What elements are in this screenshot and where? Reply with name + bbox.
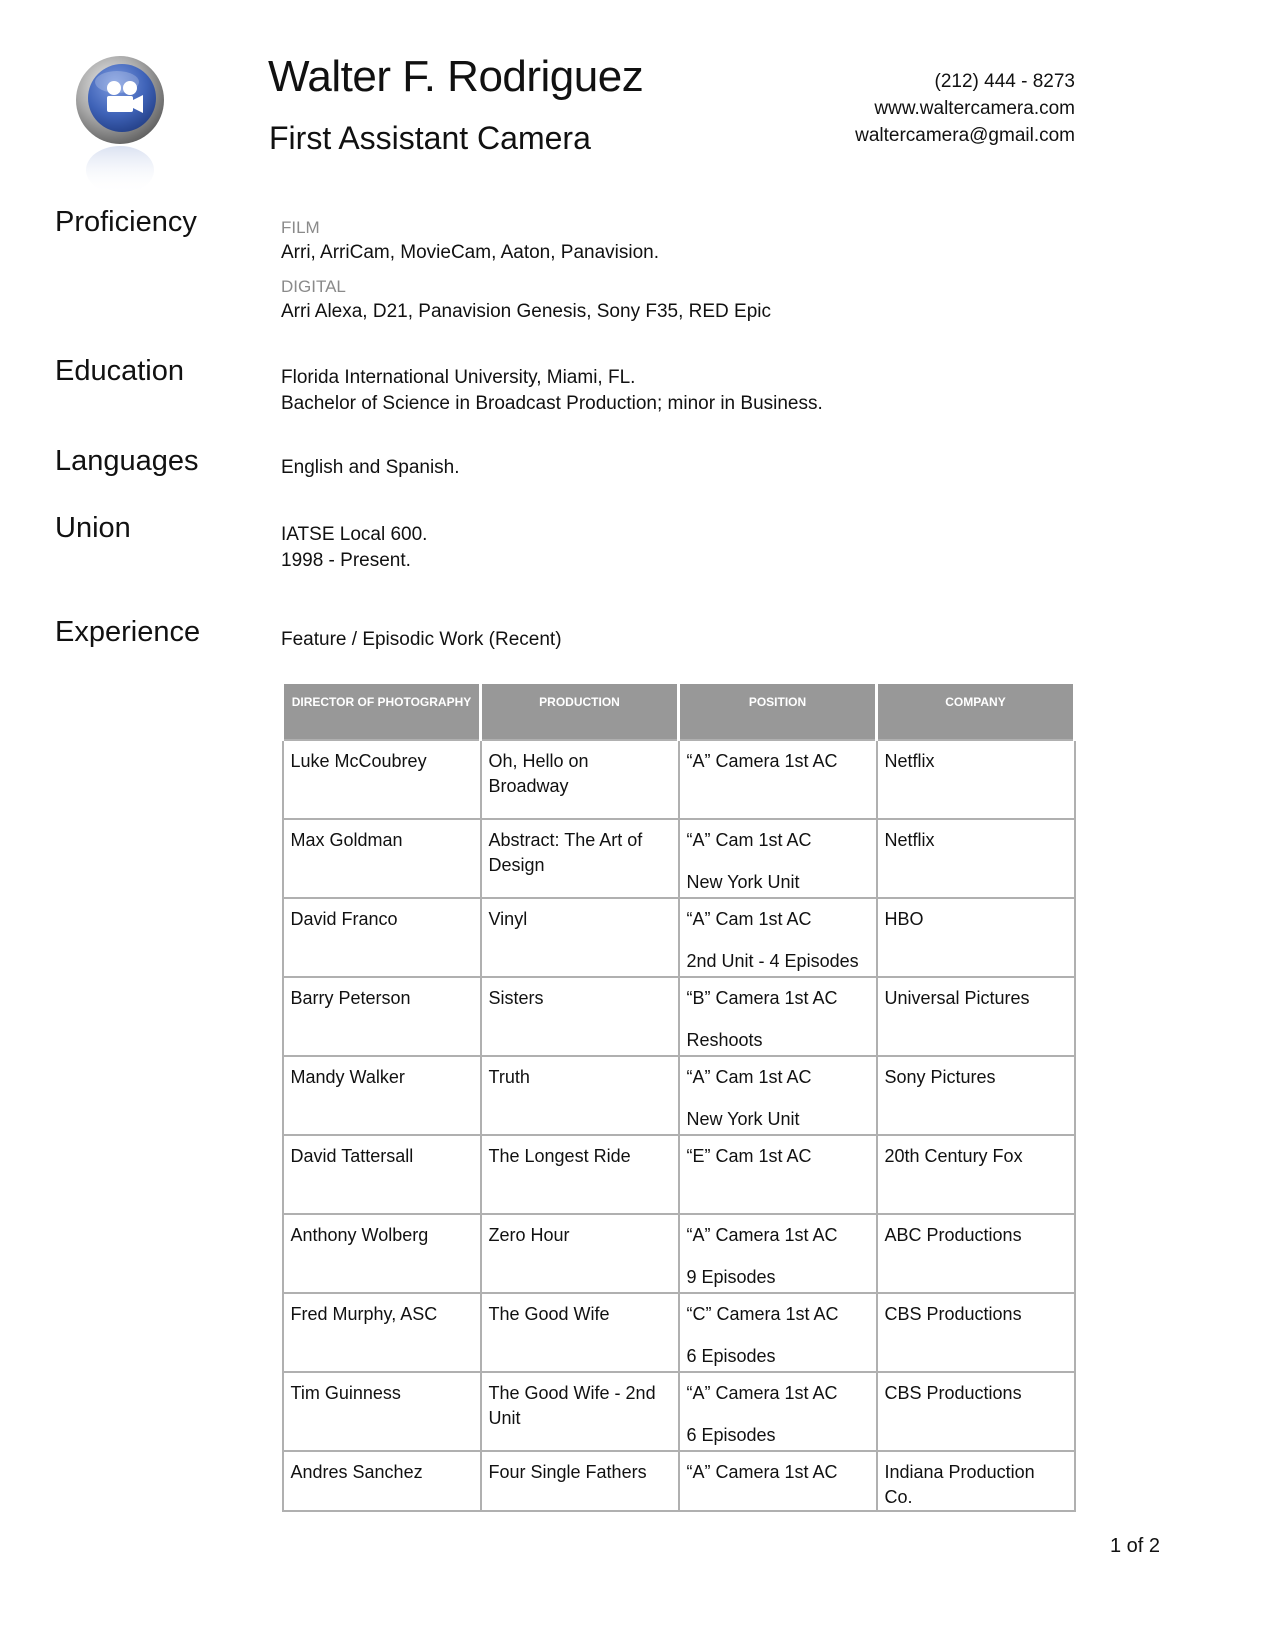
education-school: Florida International University, Miami, FL. bbox=[281, 367, 636, 388]
table-row bbox=[283, 977, 1075, 1056]
union-years: 1998 - Present. bbox=[281, 550, 411, 571]
position-text: “A” Cam 1st AC bbox=[686, 909, 812, 929]
union-content bbox=[281, 522, 427, 574]
cell-dp: David Tattersall bbox=[283, 1135, 481, 1214]
education-degree: Bachelor of Science in Broadcast Production; minor in Business. bbox=[281, 393, 823, 414]
job-title: First Assistant Camera bbox=[269, 120, 591, 156]
cell-production: Sisters bbox=[481, 977, 679, 1056]
cell-dp: Fred Murphy, ASC bbox=[283, 1293, 481, 1372]
table-row bbox=[283, 1451, 1075, 1511]
languages-content bbox=[281, 455, 460, 481]
table-row bbox=[283, 1372, 1075, 1451]
cell-company: CBS Productions bbox=[877, 1293, 1075, 1372]
table-row bbox=[283, 898, 1075, 977]
table-row bbox=[283, 1214, 1075, 1293]
film-label: FILM bbox=[281, 218, 320, 237]
cell-production: The Good Wife bbox=[481, 1293, 679, 1372]
cell-company: HBO bbox=[877, 898, 1075, 977]
page-number: 1 of 2 bbox=[1109, 1535, 1160, 1557]
position-text: “E” Cam 1st AC bbox=[686, 1146, 812, 1166]
cell-production: Four Single Fathers bbox=[481, 1451, 679, 1511]
cell-company: Indiana Production Co. bbox=[877, 1451, 1075, 1511]
position-note: 9 Episodes bbox=[686, 1267, 776, 1287]
proficiency-content bbox=[281, 216, 771, 325]
cell-company: Netflix bbox=[877, 819, 1075, 898]
cell-dp: Barry Peterson bbox=[283, 977, 481, 1056]
cell-production: Vinyl bbox=[481, 898, 679, 977]
film-value: Arri, ArriCam, MovieCam, Aaton, Panavision. bbox=[281, 242, 660, 263]
email-link[interactable]: waltercamera@gmail.com bbox=[855, 125, 1075, 146]
cell-dp: Max Goldman bbox=[283, 819, 481, 898]
cell-position bbox=[679, 740, 877, 819]
phone-number: (212) 444 - 8273 bbox=[934, 71, 1075, 92]
languages-heading: Languages bbox=[55, 445, 199, 477]
cell-dp: David Franco bbox=[283, 898, 481, 977]
experience-subtitle: Feature / Episodic Work (Recent) bbox=[281, 629, 562, 650]
table-row bbox=[283, 819, 1075, 898]
position-text: “B” Camera 1st AC bbox=[686, 988, 838, 1008]
position-note: Reshoots bbox=[686, 1030, 763, 1050]
cell-position bbox=[679, 1293, 877, 1372]
cell-company: 20th Century Fox bbox=[877, 1135, 1075, 1214]
cell-production: Oh, Hello on Broadway bbox=[481, 740, 679, 819]
digital-label: DIGITAL bbox=[281, 277, 346, 296]
cell-production: Zero Hour bbox=[481, 1214, 679, 1293]
cell-dp: Andres Sanchez bbox=[283, 1451, 481, 1511]
table-header-row bbox=[283, 684, 1075, 740]
union-heading: Union bbox=[55, 512, 131, 544]
cell-production: Truth bbox=[481, 1056, 679, 1135]
column-header-production: PRODUCTION bbox=[481, 684, 679, 740]
cell-production: The Longest Ride bbox=[481, 1135, 679, 1214]
cell-company: Netflix bbox=[877, 740, 1075, 819]
position-text: “A” Cam 1st AC bbox=[686, 830, 812, 850]
cell-position bbox=[679, 977, 877, 1056]
column-header-company: COMPANY bbox=[877, 684, 1075, 740]
cell-position bbox=[679, 1214, 877, 1293]
experience-heading: Experience bbox=[55, 616, 201, 648]
cell-position bbox=[679, 819, 877, 898]
position-note: New York Unit bbox=[686, 872, 800, 892]
union-name: IATSE Local 600. bbox=[281, 524, 428, 545]
cell-dp: Luke McCoubrey bbox=[283, 740, 481, 819]
cell-position bbox=[679, 1056, 877, 1135]
position-text: “A” Camera 1st AC bbox=[686, 1462, 838, 1482]
cell-company: Sony Pictures bbox=[877, 1056, 1075, 1135]
cell-position bbox=[679, 1372, 877, 1451]
cell-company: Universal Pictures bbox=[877, 977, 1075, 1056]
position-note: 6 Episodes bbox=[686, 1346, 776, 1366]
position-note: 2nd Unit - 4 Episodes bbox=[686, 951, 859, 971]
cell-production: The Good Wife - 2nd Unit bbox=[481, 1372, 679, 1451]
languages-value: English and Spanish. bbox=[281, 457, 460, 478]
cell-dp: Mandy Walker bbox=[283, 1056, 481, 1135]
column-header-dp: DIRECTOR OF PHOTOGRAPHY bbox=[283, 684, 481, 740]
table-row bbox=[283, 1293, 1075, 1372]
column-header-position: POSITION bbox=[679, 684, 877, 740]
position-text: “C” Camera 1st AC bbox=[686, 1304, 839, 1324]
applicant-name: Walter F. Rodriguez bbox=[268, 52, 644, 101]
position-note: New York Unit bbox=[686, 1109, 800, 1129]
table-row bbox=[283, 1135, 1075, 1214]
education-content bbox=[281, 365, 823, 417]
cell-dp: Tim Guinness bbox=[283, 1372, 481, 1451]
cell-dp: Anthony Wolberg bbox=[283, 1214, 481, 1293]
logo bbox=[62, 52, 172, 202]
position-note: 6 Episodes bbox=[686, 1425, 776, 1445]
cell-company: ABC Productions bbox=[877, 1214, 1075, 1293]
proficiency-heading: Proficiency bbox=[55, 206, 197, 238]
position-text: “A” Camera 1st AC bbox=[686, 751, 838, 771]
movie-camera-icon bbox=[62, 52, 172, 202]
cell-position bbox=[679, 1135, 877, 1214]
experience-table bbox=[281, 684, 1076, 1512]
cell-position bbox=[679, 1451, 877, 1511]
position-text: “A” Cam 1st AC bbox=[686, 1067, 812, 1087]
table-row bbox=[283, 740, 1075, 819]
website-link[interactable]: www.waltercamera.com bbox=[874, 98, 1075, 119]
cell-company: CBS Productions bbox=[877, 1372, 1075, 1451]
cell-production: Abstract: The Art of Design bbox=[481, 819, 679, 898]
experience-subheading bbox=[281, 627, 562, 653]
cell-position bbox=[679, 898, 877, 977]
contact-block bbox=[855, 68, 1075, 149]
table-row bbox=[283, 1056, 1075, 1135]
education-heading: Education bbox=[55, 355, 184, 387]
digital-value: Arri Alexa, D21, Panavision Genesis, Sony F35, RED Epic bbox=[281, 301, 772, 322]
position-text: “A” Camera 1st AC bbox=[686, 1383, 838, 1403]
position-text: “A” Camera 1st AC bbox=[686, 1225, 838, 1245]
